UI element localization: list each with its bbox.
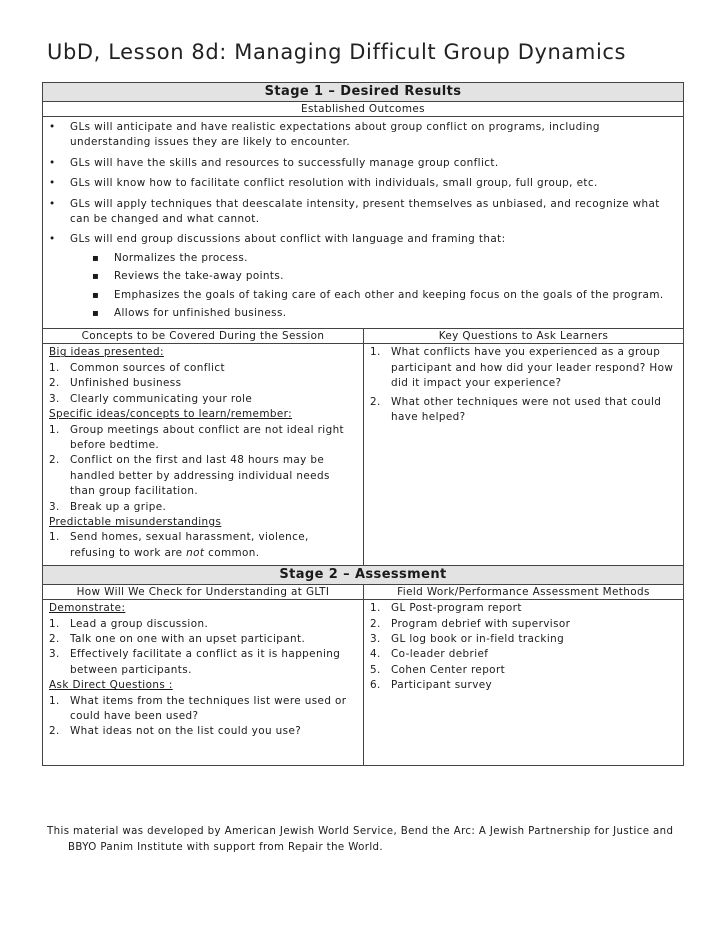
stage2-heading: Stage 2 – Assessment <box>43 566 684 585</box>
key-questions-cell <box>364 344 684 566</box>
demonstrate-item: 3. Effectively facilitate a conflict as it is happening between participants. <box>49 648 341 676</box>
key-question-item: 2. What other techniques were not used that could have helped? <box>370 395 662 424</box>
specific-ideas-label: Specific ideas/concepts to learn/remember: <box>49 408 293 421</box>
footer-credit: This material was developed by American Jewish World Service, Bend the Arc: A Jewish Partnership for Justice and BBYO Panim Institute with support from Repair the World. <box>47 826 674 853</box>
method-item: 1. GL Post-program report <box>370 602 522 615</box>
method-item: 3. GL log book or in-field tracking <box>370 632 565 645</box>
outcomes-list <box>43 117 683 328</box>
field-heading: Field Work/Performance Assessment Methods <box>364 585 684 600</box>
big-idea-item: 3. Clearly communicating your role <box>49 392 253 405</box>
big-ideas-label: Big ideas presented: <box>49 346 164 359</box>
misunderstanding-item: 1. Send homes, sexual harassment, violence, refusing to work are not common. <box>49 531 309 559</box>
methods-cell <box>364 600 684 766</box>
ask-questions-list <box>49 694 357 740</box>
method-item: 5. Cohen Center report <box>370 663 506 676</box>
outcomes-heading: Established Outcomes <box>43 102 684 117</box>
key-questions-list <box>370 345 677 425</box>
outcome-item: • GLs will know how to facilitate conflict resolution with individuals, small group, full group, etc. <box>43 176 677 191</box>
outcome-item: • GLs will have the skills and resources to successfully manage group conflict. <box>43 156 677 171</box>
misunderstandings-label: Predictable misunderstandings <box>49 515 222 528</box>
method-item: 6. Participant survey <box>370 679 493 692</box>
concepts-heading: Concepts to be Covered During the Session <box>43 329 364 344</box>
framing-point: ▪ Reviews the take-away points. <box>70 269 677 284</box>
demonstrate-label: Demonstrate: <box>49 602 126 615</box>
concepts-cell <box>43 344 364 566</box>
misunderstandings-list <box>49 530 357 561</box>
page-title: UbD, Lesson 8d: Managing Difficult Group Dynamics <box>47 40 627 64</box>
check-heading: How Will We Check for Understanding at GLTI <box>43 585 364 600</box>
outcome-item-text: GLs will end group discussions about conflict with language and framing that: <box>70 233 506 246</box>
specific-idea-item: 1. Group meetings about conflict are not ideal right before bedtime. <box>49 423 345 451</box>
stage1-heading: Stage 1 – Desired Results <box>43 83 684 102</box>
framing-point: ▪ Emphasizes the goals of taking care of each other and keeping focus on the goals of the program. <box>70 288 677 303</box>
ask-question-item: 1. What items from the techniques list were used or could have been used? <box>49 694 347 722</box>
big-idea-item: 1. Common sources of conflict <box>49 361 225 374</box>
demonstrate-item: 2. Talk one on one with an upset participant. <box>49 632 306 645</box>
check-cell <box>43 600 364 766</box>
methods-list <box>370 601 677 693</box>
outcome-item <box>43 232 677 321</box>
method-item: 2. Program debrief with supervisor <box>370 617 571 630</box>
big-ideas-list <box>49 361 357 407</box>
framing-point: ▪ Allows for unfinished business. <box>70 306 677 321</box>
outcomes-cell <box>43 117 684 329</box>
outcome-item: • GLs will apply techniques that deescalate intensity, present themselves as unbiased, and recognize what can be changed and what cannot. <box>43 197 677 228</box>
questions-heading: Key Questions to Ask Learners <box>364 329 684 344</box>
specific-idea-item: 3. Break up a gripe. <box>49 500 167 513</box>
key-question-item: 1. What conflicts have you experienced as a group participant and how did your leader respond? How did it impact your experience? <box>370 346 674 390</box>
method-item: 4. Co-leader debrief <box>370 648 489 661</box>
big-idea-item: 2. Unfinished business <box>49 377 182 390</box>
framing-list <box>70 251 677 322</box>
framing-point: ▪ Normalizes the process. <box>70 251 677 266</box>
demonstrate-list <box>49 617 357 679</box>
ask-question-item: 2. What ideas not on the list could you use? <box>49 725 302 738</box>
specific-ideas-list <box>49 423 357 515</box>
outcome-item: • GLs will anticipate and have realistic expectations about group conflict on programs, including understanding issues they are likely to encounter. <box>43 120 677 151</box>
demonstrate-item: 1. Lead a group discussion. <box>49 617 209 630</box>
specific-idea-item: 2. Conflict on the first and last 48 hours may be handled better by addressing individual needs than group facilitation. <box>49 454 330 498</box>
lesson-table <box>42 82 684 766</box>
ask-questions-label: Ask Direct Questions : <box>49 679 173 692</box>
